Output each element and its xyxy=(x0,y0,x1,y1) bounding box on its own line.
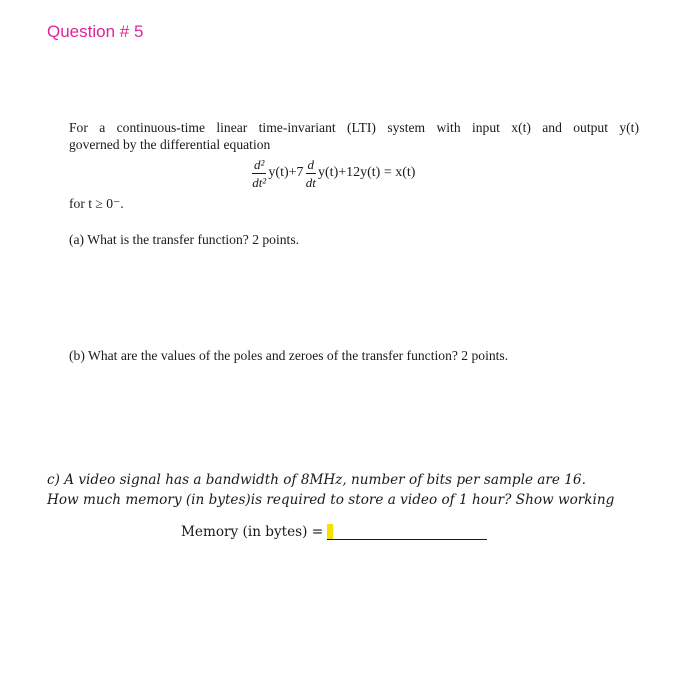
fraction-denominator: dt² xyxy=(252,174,267,190)
part-b-question: (b) What are the values of the poles and zeroes of the transfer function? 2 points. xyxy=(69,348,509,363)
memory-label: Memory (in bytes) = xyxy=(181,524,324,540)
first-derivative-fraction xyxy=(306,158,317,189)
fraction-denominator: dt xyxy=(305,174,316,190)
equation-term-2: y(t)+12y(t) = x(t) xyxy=(318,165,416,180)
part-c-question xyxy=(47,470,647,510)
part-c-line-2: How much memory (in bytes)is required to store a video of 1 hour? Show working xyxy=(47,492,615,508)
differential-equation xyxy=(250,151,415,195)
memory-answer-field[interactable] xyxy=(327,523,487,540)
fraction-numerator: d xyxy=(307,156,315,172)
time-condition: for t ≥ 0⁻. xyxy=(69,196,124,211)
fraction-numerator: d² xyxy=(254,156,265,172)
intro-line-1: For a continuous-time linear time-invariant (LTI) system with input x(t) and output y(t) xyxy=(69,120,639,135)
equation-term-1: y(t)+7 xyxy=(268,165,304,180)
problem-intro xyxy=(69,119,639,153)
text-cursor-highlight xyxy=(327,524,333,539)
intro-line-2: governed by the differential equation xyxy=(69,137,271,152)
second-derivative-fraction xyxy=(252,158,266,189)
part-c-line-1: c) A video signal has a bandwidth of 8MHz, number of bits per sample are 16. xyxy=(47,472,586,488)
question-title: Question # 5 xyxy=(47,22,144,41)
part-a-question: (a) What is the transfer function? 2 points. xyxy=(69,232,300,247)
memory-answer-row xyxy=(181,523,487,540)
